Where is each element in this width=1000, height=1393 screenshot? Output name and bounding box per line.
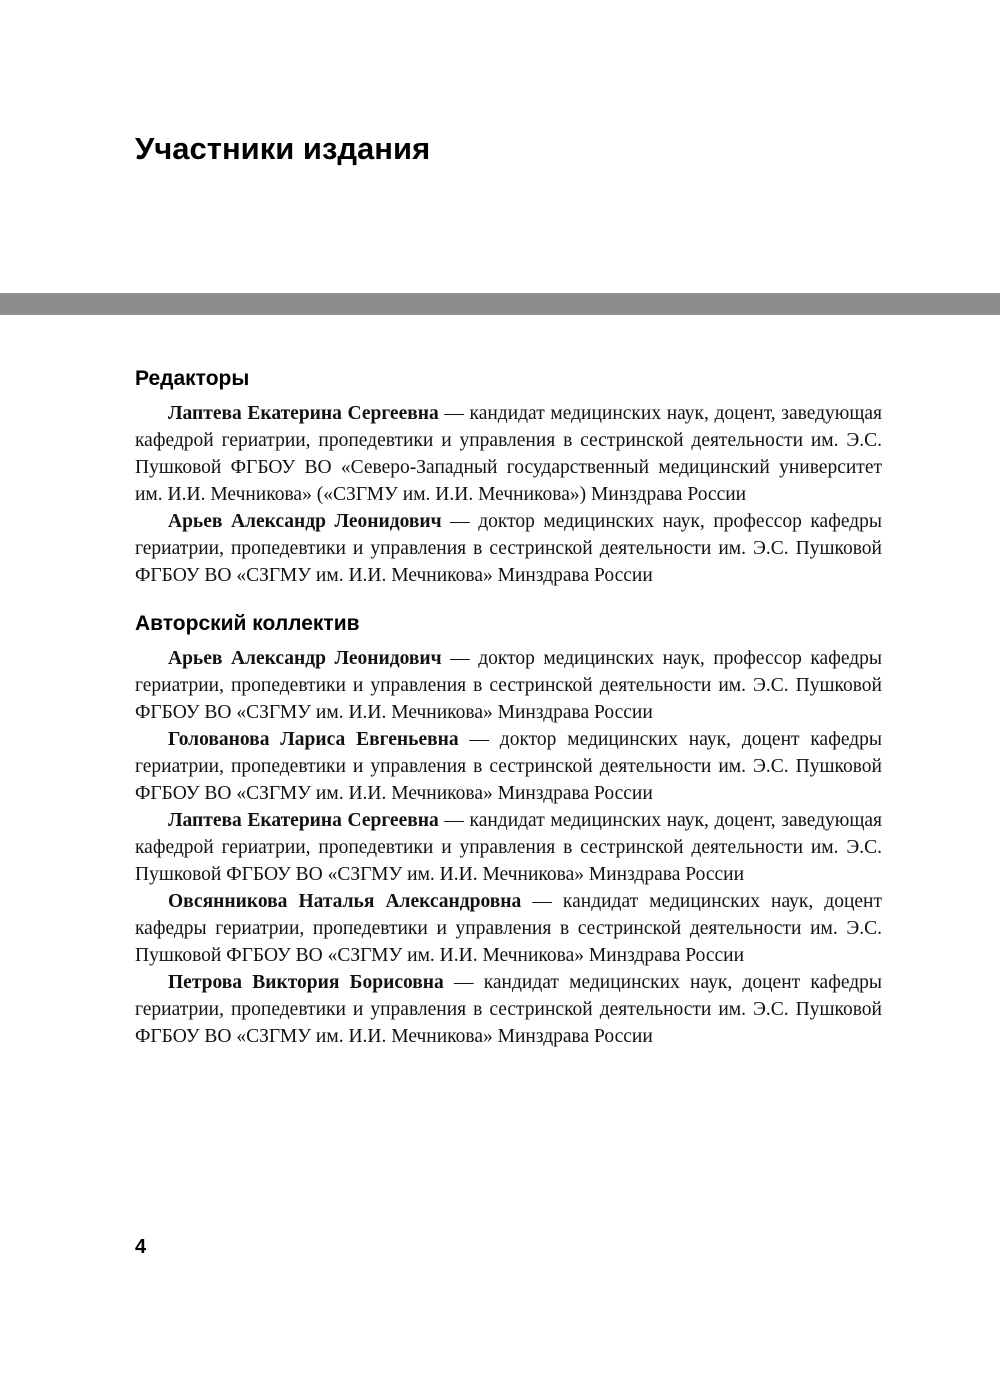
- person-description: — кандидат медицинских наук, доцент, заведующая кафедрой гериатрии, пропедевтики и управления в сестринской деятельности им. Э.С. Пушковой ФГБОУ ВО «СЗГМУ им. И.И. Мечникова» Минздрава России: [135, 810, 882, 886]
- person-name: Лаптева Екатерина Сергеевна: [168, 810, 439, 832]
- page-title: Участники издания: [135, 131, 431, 166]
- person-description: — кандидат медицинских наук, доцент, заведующая кафедрой гериатрии, пропедевтики и управления в сестринской деятельности им. Э.С. Пушковой ФГБОУ ВО «Северо-Западный государственный медицинский университет им. И.И. Мечникова» («СЗГМУ им. И.И. Мечникова») Минздрава России: [135, 403, 882, 506]
- author-entry: [135, 888, 882, 969]
- editor-entry: [135, 508, 882, 589]
- person-description: — доктор медицинских наук, профессор кафедры гериатрии, пропедевтики и управления в сестринской деятельности им. Э.С. Пушковой ФГБОУ ВО «СЗГМУ им. И.И. Мечникова» Минздрава России: [135, 511, 883, 587]
- divider-bar: [0, 293, 1000, 315]
- section-authors: [135, 611, 882, 1050]
- author-entry: [135, 807, 882, 888]
- person-name: Овсянникова Наталья Александровна: [168, 891, 522, 913]
- person-description: — доктор медицинских наук, профессор кафедры гериатрии, пропедевтики и управления в сестринской деятельности им. Э.С. Пушковой ФГБОУ ВО «СЗГМУ им. И.И. Мечникова» Минздрава России: [135, 648, 883, 724]
- person-description: — доктор медицинских наук, доцент кафедры гериатрии, пропедевтики и управления в сестринской деятельности им. Э.С. Пушковой ФГБОУ ВО «СЗГМУ им. И.И. Мечникова» Минздрава России: [135, 729, 882, 805]
- person-name: Петрова Виктория Борисовна: [168, 972, 444, 994]
- author-entry: [135, 726, 882, 807]
- person-description: — кандидат медицинских наук, доцент кафедры гериатрии, пропедевтики и управления в сестринской деятельности им. Э.С. Пушковой ФГБОУ ВО «СЗГМУ им. И.И. Мечникова» Минздрава России: [135, 972, 882, 1048]
- person-name: Голованова Лариса Евгеньевна: [168, 729, 459, 751]
- author-entry: [135, 969, 882, 1050]
- page-content: [135, 366, 882, 1050]
- page-number: 4: [135, 1236, 147, 1258]
- person-name: Лаптева Екатерина Сергеевна: [168, 403, 439, 425]
- editor-entry: [135, 400, 882, 508]
- author-entry: [135, 645, 882, 726]
- person-name: Арьев Александр Леонидович: [168, 511, 442, 533]
- section-heading-editors: Редакторы: [135, 367, 250, 390]
- section-heading-authors: Авторский коллектив: [135, 612, 360, 636]
- person-description: — кандидат медицинских наук, доцент кафедры гериатрии, пропедевтики и управления в сестринской деятельности им. Э.С. Пушковой ФГБОУ ВО «СЗГМУ им. И.И. Мечникова» Минздрава России: [135, 891, 883, 967]
- section-editors: [135, 366, 882, 589]
- person-name: Арьев Александр Леонидович: [168, 648, 442, 670]
